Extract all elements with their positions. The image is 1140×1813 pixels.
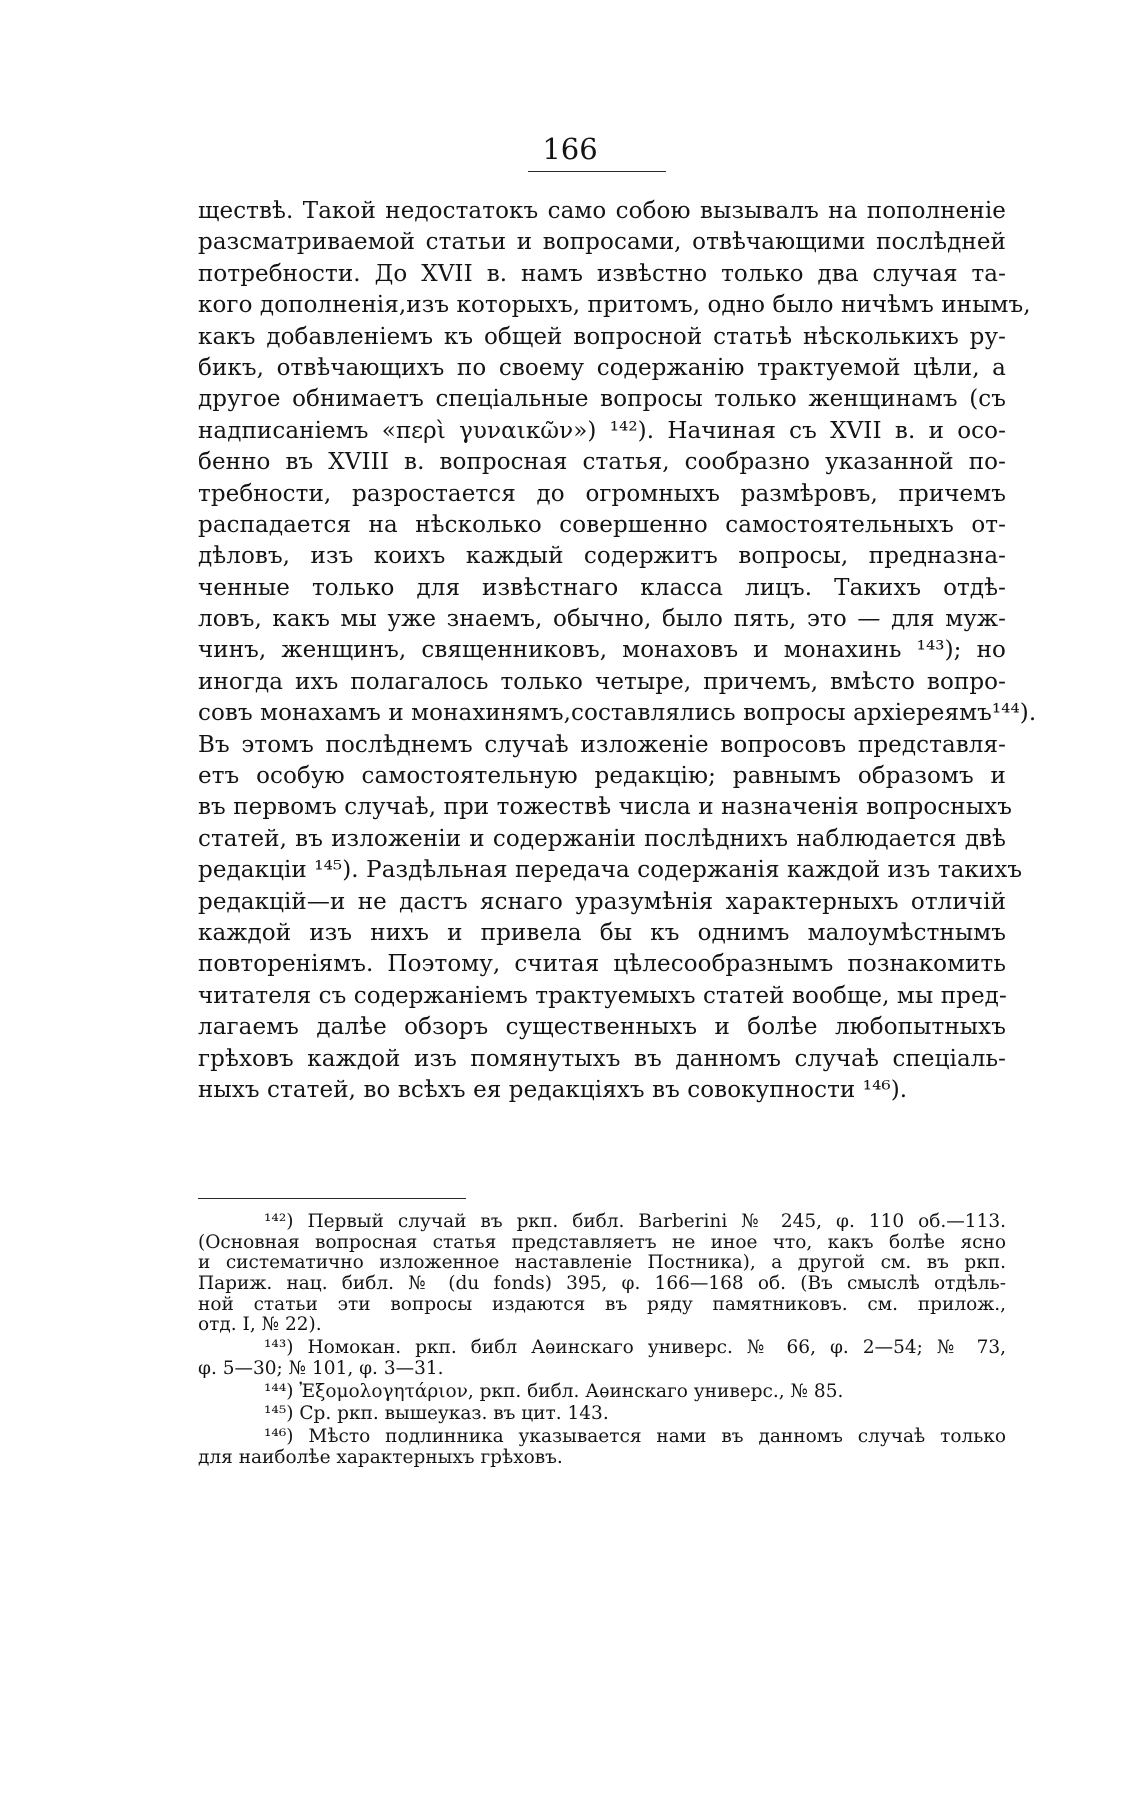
footnote-line: ¹⁴²) Первый случай въ ркп. библ. Barberini № 245, φ. 110 об.—113. bbox=[264, 1211, 1006, 1232]
body-text bbox=[198, 196, 1037, 1106]
body-line: дѣловъ, изъ коихъ каждый содержитъ вопросы, предназна- bbox=[198, 543, 1006, 570]
footnote bbox=[198, 1404, 1006, 1425]
body-line: совъ монахамъ и монахинямъ,составлялись вопросы архіереямъ¹⁴⁴). bbox=[198, 700, 1037, 727]
body-line: иногда ихъ полагалось только четыре, причемъ, вмѣсто вопро- bbox=[198, 668, 1006, 695]
footnote-line: отд. I, № 22). bbox=[198, 1314, 322, 1336]
body-line: каждой изъ нихъ и привела бы къ однимъ малоумѣстнымъ bbox=[198, 919, 1006, 946]
body-line: статей, въ изложеніи и содержаніи послѣднихъ наблюдается двѣ bbox=[198, 825, 1006, 852]
body-line: надписаніемъ «περὶ γυναικῶν») ¹⁴²). Начиная съ XVII в. и осо- bbox=[198, 417, 1006, 444]
body-line: ченные только для извѣстнаго класса лицъ. Такихъ отдѣ- bbox=[198, 574, 1006, 601]
body-line: разсматриваемой статьи и вопросами, отвѣчающими послѣдней bbox=[198, 229, 1006, 256]
body-line: редакціи ¹⁴⁵). Раздѣльная передача содержанія каждой изъ такихъ bbox=[198, 857, 1023, 884]
body-line: редакцій—и не дастъ яснаго уразумѣнія характерныхъ отличій bbox=[198, 888, 1006, 915]
footnote-line: ¹⁴⁶) Мѣсто подлинника указывается нами въ данномъ случаѣ только bbox=[264, 1425, 1006, 1447]
body-line: етъ особую самостоятельную редакцію; равнымъ образомъ и bbox=[198, 763, 1006, 790]
body-line: чинъ, женщинъ, священниковъ, монаховъ и монахинь ¹⁴³); но bbox=[198, 637, 1006, 664]
footnote-line: ¹⁴³) Номокан. ркп. библ Аѳинскаго универс. № 66, φ. 2—54; № 73, bbox=[264, 1337, 1006, 1359]
footnote-line: φ. 5—30; № 101, φ. 3—31. bbox=[198, 1357, 444, 1379]
footnote-rule bbox=[198, 1198, 466, 1199]
body-line: повтореніямъ. Поэтому, считая цѣлесообразнымъ познакомить bbox=[198, 951, 1006, 978]
footnote-line: ной статьи эти вопросы издаются въ ряду памятниковъ. см. прилож., bbox=[198, 1293, 1006, 1315]
body-line: читателя съ содержаніемъ трактуемыхъ статей вообще, мы пред- bbox=[198, 982, 1007, 1009]
body-line: другое обнимаетъ спеціальные вопросы только женщинамъ (съ bbox=[198, 386, 1006, 413]
body-line: грѣховъ каждой изъ помянутыхъ въ данномъ случаѣ спеціаль- bbox=[198, 1045, 1006, 1072]
body-line: бенно въ XVIII в. вопросная статья, сообразно указанной по- bbox=[198, 449, 1006, 476]
body-line: въ первомъ случаѣ, при тожествѣ числа и назначенія вопросныхъ bbox=[198, 794, 1012, 821]
footnote-line: и систематично изложенное наставленіе Постника), а другой см. въ ркп. bbox=[198, 1252, 1006, 1274]
body-line: ныхъ статей, во всѣхъ ея редакціяхъ въ совокупности ¹⁴⁶). bbox=[198, 1076, 908, 1103]
footnote-line: Париж. нац. библ. № (du fonds) 395, φ. 166—168 об. (Въ смыслѣ отдѣль- bbox=[198, 1273, 1006, 1295]
page-number: 166 bbox=[542, 132, 598, 166]
body-line: ловъ, какъ мы уже знаемъ, обычно, было пять, это — для муж- bbox=[198, 606, 1006, 633]
body-line: какъ добавленіемъ къ общей вопросной статьѣ нѣсколькихъ ру- bbox=[198, 323, 1006, 350]
body-line: кого дополненія,изъ которыхъ, притомъ, одно было ничѣмъ инымъ, bbox=[198, 292, 1031, 319]
footnote-line: ¹⁴⁴) Ἐξομολογητάριον, ркп. библ. Аѳинскаго универс., № 85. bbox=[264, 1380, 844, 1402]
body-line: распадается на нѣсколько совершенно самостоятельныхъ от- bbox=[198, 511, 1006, 538]
footnote-line: (Основная вопросная статья представляетъ не иное что, какъ болѣе ясно bbox=[198, 1231, 1006, 1253]
header-rule bbox=[528, 171, 666, 172]
body-line: бикъ, отвѣчающихъ по своему содержанію трактуемой цѣли, а bbox=[198, 354, 1006, 381]
footnote-line: для наиболѣе характерныхъ грѣховъ. bbox=[198, 1446, 563, 1468]
body-line: потребности. До XVII в. намъ извѣстно только два случая та- bbox=[198, 260, 1006, 287]
footnote-line: ¹⁴⁵) Ср. ркп. вышеуказ. въ цит. 143. bbox=[264, 1403, 609, 1425]
footnote bbox=[198, 1427, 1006, 1468]
body-line: ществѣ. Такой недостатокъ само собою вызывалъ на пополненіе bbox=[198, 198, 1006, 224]
body-line: лагаемъ далѣе обзоръ существенныхъ и болѣе любопытныхъ bbox=[198, 1014, 1006, 1041]
footnote bbox=[198, 1338, 1006, 1379]
footnote bbox=[198, 1212, 1006, 1336]
body-line: Въ этомъ послѣднемъ случаѣ изложеніе вопросовъ представля- bbox=[198, 731, 1006, 758]
footnotes bbox=[198, 1212, 1006, 1470]
footnote bbox=[198, 1382, 1006, 1403]
body-line: требности, разростается до огромныхъ размѣровъ, причемъ bbox=[198, 480, 1006, 507]
